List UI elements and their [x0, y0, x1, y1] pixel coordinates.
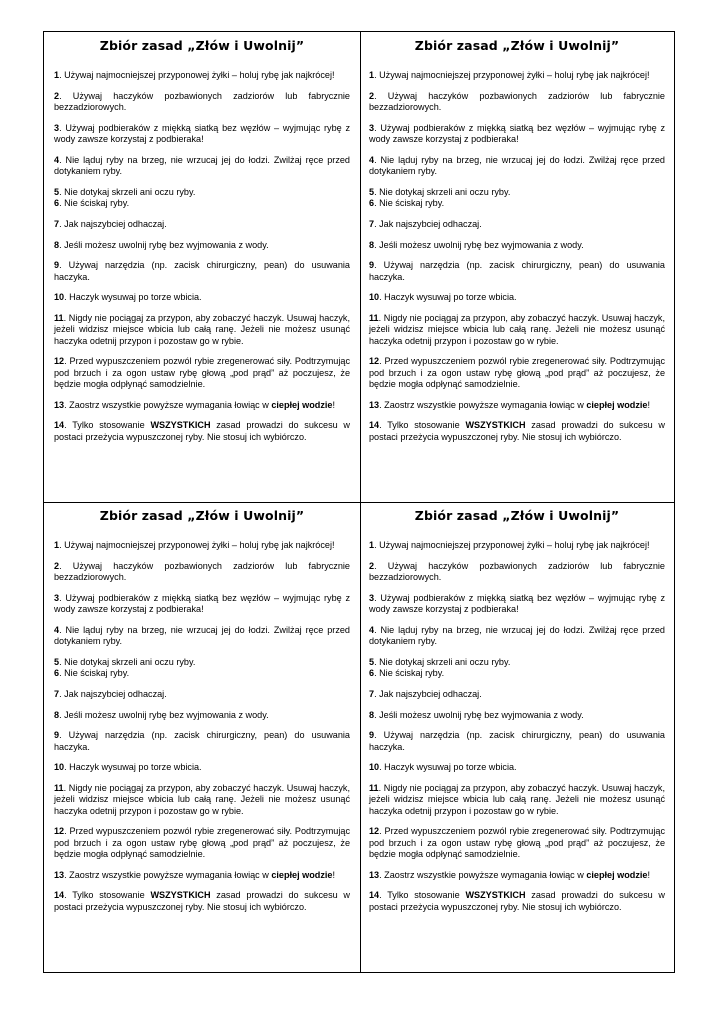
- rule-14: [54, 890, 350, 912]
- rule-11: [369, 783, 665, 817]
- rule-text: . Jeśli możesz uwolnij rybę bez wyjmowania z wody.: [374, 239, 584, 250]
- rule-number: 11: [369, 783, 379, 794]
- rule-text: . Nie ściskaj ryby.: [374, 198, 445, 208]
- rule-text: . Używaj najmocniejszej przyponowej żyłki – holuj rybę jak najkrócej!: [374, 540, 650, 550]
- rule-number: 4: [369, 624, 375, 635]
- rule-number: 12: [369, 356, 380, 367]
- rule-text: . Używaj narzędzia (np. zacisk chirurgiczny, pean) do usuwania haczyka.: [54, 730, 350, 752]
- rule-text: . Nie ściskaj ryby.: [59, 198, 130, 208]
- rule-13: [54, 400, 350, 411]
- card-top-left: [54, 38, 350, 452]
- rule-text: . Nie dotykaj skrzeli ani oczu ryby.: [374, 656, 511, 667]
- rule-number: 11: [54, 783, 64, 794]
- rule-text: . Tylko stosowanie: [64, 420, 151, 431]
- rule-text-end: !: [647, 399, 651, 410]
- rule-text: . Zaostrz wszystkie powyższe wymagania łowiąc w: [64, 399, 272, 410]
- rule-4: [369, 155, 665, 177]
- rule-number: 14: [54, 420, 65, 431]
- rule-1: [54, 540, 350, 551]
- rule-number: 6: [369, 668, 375, 678]
- rule-number: 3: [54, 122, 60, 133]
- rule-number: 13: [54, 869, 65, 880]
- rule-text: . Jeśli możesz uwolnij rybę bez wyjmowania z wody.: [59, 709, 269, 720]
- rule-emphasis: WSZYSTKICH: [465, 420, 526, 431]
- rule-6: [369, 668, 665, 679]
- rule-text: . Nie ląduj ryby na brzeg, nie wrzucaj jej do łodzi. Zwilżaj ręce przed dotykaniem ryby.: [54, 624, 350, 646]
- rule-8: [54, 710, 350, 721]
- rule-13: [369, 870, 665, 881]
- rule-number: 2: [369, 90, 375, 101]
- rule-text-end: !: [332, 869, 336, 880]
- rule-14: [369, 420, 665, 442]
- rule-text: . Jeśli możesz uwolnij rybę bez wyjmowania z wody.: [59, 239, 269, 250]
- rule-number: 10: [369, 762, 380, 773]
- rule-text: . Używaj podbieraków z miękką siatką bez węzłów – wyjmując rybę z wody zawsze korzystaj z podbieraka!: [369, 122, 665, 144]
- rule-text: . Używaj podbieraków z miękką siatką bez węzłów – wyjmując rybę z wody zawsze korzystaj z podbieraka!: [54, 122, 350, 144]
- rule-12: [54, 826, 350, 860]
- rule-text: . Tylko stosowanie: [379, 890, 466, 901]
- rule-10: [369, 292, 665, 303]
- rule-number: 11: [54, 313, 64, 324]
- rule-12: [369, 826, 665, 860]
- rule-9: [369, 730, 665, 752]
- rule-12: [369, 356, 665, 390]
- rule-text: . Używaj najmocniejszej przyponowej żyłki – holuj rybę jak najkrócej!: [59, 70, 335, 80]
- rule-11: [54, 313, 350, 347]
- rule-10: [369, 762, 665, 773]
- rule-number: 4: [369, 154, 375, 165]
- rule-emphasis: ciepłej wodzie: [586, 399, 648, 410]
- rule-number: 5: [54, 186, 60, 197]
- rule-number: 3: [369, 122, 375, 133]
- rule-number: 11: [369, 313, 379, 324]
- horizontal-cut-line: [43, 502, 675, 503]
- rule-text: . Używaj podbieraków z miękką siatką bez węzłów – wyjmując rybę z wody zawsze korzystaj z podbieraka!: [369, 592, 665, 614]
- rule-14: [54, 420, 350, 442]
- rule-number: 9: [54, 730, 60, 741]
- rule-11: [369, 313, 665, 347]
- rule-text: . Haczyk wysuwaj po torze wbicia.: [379, 762, 517, 773]
- rule-5: [54, 187, 350, 198]
- rule-text: . Jak najszybciej odhaczaj.: [374, 688, 482, 699]
- rule-text-end: zasad prowadzi do sukcesu w postaci przeżycia wypuszczonej ryby. Nie stosuj ich wybiórczo.: [369, 890, 665, 912]
- rule-number: 8: [369, 709, 375, 720]
- rule-7: [369, 689, 665, 700]
- rule-text: . Przed wypuszczeniem pozwól rybie zregenerować siły. Podtrzymując pod brzuch i za ogon ustaw rybę głową „pod prąd” aż poczujesz, że będzie mogła odpłynąć samodzielnie.: [54, 356, 350, 389]
- rule-5: [369, 187, 665, 198]
- rule-3: [54, 593, 350, 615]
- rule-number: 14: [369, 420, 380, 431]
- rule-9: [54, 730, 350, 752]
- rule-number: 10: [54, 292, 65, 303]
- rule-number: 4: [54, 624, 60, 635]
- rule-text: . Zaostrz wszystkie powyższe wymagania łowiąc w: [379, 399, 587, 410]
- rule-text: . Zaostrz wszystkie powyższe wymagania łowiąc w: [64, 869, 272, 880]
- rule-7: [54, 689, 350, 700]
- rule-number: 1: [369, 540, 375, 550]
- rule-6: [369, 198, 665, 209]
- rule-text: . Używaj haczyków pozbawionych zadziorów lub fabrycznie bezzadziorowych.: [369, 560, 665, 582]
- rule-number: 8: [369, 239, 375, 250]
- rule-emphasis: WSZYSTKICH: [150, 420, 211, 431]
- rule-number: 12: [54, 826, 65, 837]
- rule-text: . Nie ściskaj ryby.: [374, 668, 445, 678]
- rule-emphasis: WSZYSTKICH: [150, 890, 211, 901]
- card-title: Zbiór zasad „Złów i Uwolnij”: [414, 38, 620, 53]
- rule-number: 10: [369, 292, 380, 303]
- rule-emphasis: WSZYSTKICH: [465, 890, 526, 901]
- rule-number: 12: [54, 356, 65, 367]
- rule-number: 9: [369, 260, 375, 271]
- rule-10: [54, 762, 350, 773]
- rule-text-end: !: [332, 399, 336, 410]
- rule-5: [54, 657, 350, 668]
- rule-text: . Nigdy nie pociągaj za przypon, aby zobaczyć haczyk. Usuwaj haczyk, jeżeli widzisz miejsce wbicia lub całą ranę. Jeżeli nie możesz usunąć haczyka odetnij przypon i pozostaw go w rybie.: [369, 783, 665, 816]
- rule-number: 6: [369, 198, 375, 208]
- rule-text: . Nigdy nie pociągaj za przypon, aby zobaczyć haczyk. Usuwaj haczyk, jeżeli widzisz miejsce wbicia lub całą ranę. Jeżeli nie możesz usunąć haczyka odetnij przypon i pozostaw go w rybie.: [54, 313, 350, 346]
- rule-text: . Nie ściskaj ryby.: [59, 668, 130, 678]
- rule-text: . Nie ląduj ryby na brzeg, nie wrzucaj jej do łodzi. Zwilżaj ręce przed dotykaniem ryby.: [369, 154, 665, 176]
- rule-2: [54, 91, 350, 113]
- rule-text: . Haczyk wysuwaj po torze wbicia.: [64, 292, 202, 303]
- rule-number: 6: [54, 668, 60, 678]
- rule-2: [54, 561, 350, 583]
- rule-number: 5: [369, 186, 375, 197]
- rule-text: . Jak najszybciej odhaczaj.: [374, 218, 482, 229]
- card-bottom-right: [369, 508, 665, 922]
- rule-text: . Nie dotykaj skrzeli ani oczu ryby.: [59, 656, 196, 667]
- card-title: Zbiór zasad „Złów i Uwolnij”: [99, 38, 305, 53]
- rule-number: 7: [369, 218, 375, 229]
- rule-number: 1: [54, 70, 60, 80]
- rule-text: . Tylko stosowanie: [379, 420, 466, 431]
- rule-number: 13: [54, 399, 65, 410]
- rule-7: [369, 219, 665, 230]
- rule-10: [54, 292, 350, 303]
- rule-number: 1: [369, 70, 375, 80]
- rule-text: . Przed wypuszczeniem pozwól rybie zregenerować siły. Podtrzymując pod brzuch i za ogon ustaw rybę głową „pod prąd” aż poczujesz, że będzie mogła odpłynąć samodzielnie.: [54, 826, 350, 859]
- rule-14: [369, 890, 665, 912]
- rule-text: . Tylko stosowanie: [64, 890, 151, 901]
- rule-number: 5: [369, 656, 375, 667]
- rule-number: 5: [54, 656, 60, 667]
- rule-6: [54, 668, 350, 679]
- rule-number: 14: [54, 890, 65, 901]
- rule-8: [369, 710, 665, 721]
- rule-2: [369, 561, 665, 583]
- rule-13: [54, 870, 350, 881]
- rule-number: 13: [369, 399, 380, 410]
- rule-9: [369, 260, 665, 282]
- rule-number: 9: [54, 260, 60, 271]
- rule-6: [54, 198, 350, 209]
- rule-number: 10: [54, 762, 65, 773]
- rule-emphasis: ciepłej wodzie: [271, 399, 333, 410]
- rule-text-end: zasad prowadzi do sukcesu w postaci przeżycia wypuszczonej ryby. Nie stosuj ich wybiórczo.: [54, 420, 350, 442]
- rule-number: 9: [369, 730, 375, 741]
- rule-number: 7: [54, 218, 60, 229]
- rule-3: [54, 123, 350, 145]
- card-title: Zbiór zasad „Złów i Uwolnij”: [414, 508, 620, 523]
- rule-4: [54, 625, 350, 647]
- rule-7: [54, 219, 350, 230]
- rule-text: . Używaj narzędzia (np. zacisk chirurgiczny, pean) do usuwania haczyka.: [54, 260, 350, 282]
- rule-13: [369, 400, 665, 411]
- rule-2: [369, 91, 665, 113]
- rule-8: [54, 240, 350, 251]
- rule-number: 7: [54, 688, 60, 699]
- rule-3: [369, 123, 665, 145]
- rule-text: . Jeśli możesz uwolnij rybę bez wyjmowania z wody.: [374, 709, 584, 720]
- rule-emphasis: ciepłej wodzie: [586, 869, 648, 880]
- rule-5: [369, 657, 665, 668]
- rule-text-end: zasad prowadzi do sukcesu w postaci przeżycia wypuszczonej ryby. Nie stosuj ich wybiórczo.: [54, 890, 350, 912]
- rule-8: [369, 240, 665, 251]
- rule-text: . Nie ląduj ryby na brzeg, nie wrzucaj jej do łodzi. Zwilżaj ręce przed dotykaniem ryby.: [54, 154, 350, 176]
- rule-3: [369, 593, 665, 615]
- rule-text: . Nie dotykaj skrzeli ani oczu ryby.: [374, 186, 511, 197]
- rule-text: . Nie dotykaj skrzeli ani oczu ryby.: [59, 186, 196, 197]
- rule-text: . Używaj narzędzia (np. zacisk chirurgiczny, pean) do usuwania haczyka.: [369, 730, 665, 752]
- rule-text: . Używaj podbieraków z miękką siatką bez węzłów – wyjmując rybę z wody zawsze korzystaj z podbieraka!: [54, 592, 350, 614]
- rule-text-end: zasad prowadzi do sukcesu w postaci przeżycia wypuszczonej ryby. Nie stosuj ich wybiórczo.: [369, 420, 665, 442]
- rule-text: . Używaj haczyków pozbawionych zadziorów lub fabrycznie bezzadziorowych.: [54, 90, 350, 112]
- rule-text: . Haczyk wysuwaj po torze wbicia.: [64, 762, 202, 773]
- rule-text: . Przed wypuszczeniem pozwól rybie zregenerować siły. Podtrzymując pod brzuch i za ogon ustaw rybę głową „pod prąd” aż poczujesz, że będzie mogła odpłynąć samodzielnie.: [369, 356, 665, 389]
- rule-text: . Przed wypuszczeniem pozwól rybie zregenerować siły. Podtrzymując pod brzuch i za ogon ustaw rybę głową „pod prąd” aż poczujesz, że będzie mogła odpłynąć samodzielnie.: [369, 826, 665, 859]
- rule-text: . Nie ląduj ryby na brzeg, nie wrzucaj jej do łodzi. Zwilżaj ręce przed dotykaniem ryby.: [369, 624, 665, 646]
- rule-text: . Używaj najmocniejszej przyponowej żyłki – holuj rybę jak najkrócej!: [374, 70, 650, 80]
- rule-number: 6: [54, 198, 60, 208]
- rule-text: . Haczyk wysuwaj po torze wbicia.: [379, 292, 517, 303]
- rule-number: 12: [369, 826, 380, 837]
- rule-4: [369, 625, 665, 647]
- rule-1: [369, 70, 665, 81]
- rule-number: 3: [54, 592, 60, 603]
- rule-text: . Używaj narzędzia (np. zacisk chirurgiczny, pean) do usuwania haczyka.: [369, 260, 665, 282]
- rule-text: . Jak najszybciej odhaczaj.: [59, 218, 167, 229]
- rule-number: 8: [54, 709, 60, 720]
- rule-1: [54, 70, 350, 81]
- rule-text: . Używaj haczyków pozbawionych zadziorów lub fabrycznie bezzadziorowych.: [54, 560, 350, 582]
- rule-4: [54, 155, 350, 177]
- rule-text: . Zaostrz wszystkie powyższe wymagania łowiąc w: [379, 869, 587, 880]
- rule-number: 8: [54, 239, 60, 250]
- rule-text: . Nigdy nie pociągaj za przypon, aby zobaczyć haczyk. Usuwaj haczyk, jeżeli widzisz miejsce wbicia lub całą ranę. Jeżeli nie możesz usunąć haczyka odetnij przypon i pozostaw go w rybie.: [369, 313, 665, 346]
- rule-text: . Jak najszybciej odhaczaj.: [59, 688, 167, 699]
- rule-number: 7: [369, 688, 375, 699]
- rule-9: [54, 260, 350, 282]
- card-bottom-left: [54, 508, 350, 922]
- rule-number: 2: [369, 560, 375, 571]
- card-top-right: [369, 38, 665, 452]
- rule-number: 2: [54, 90, 60, 101]
- rule-number: 2: [54, 560, 60, 571]
- rule-number: 13: [369, 869, 380, 880]
- card-title: Zbiór zasad „Złów i Uwolnij”: [99, 508, 305, 523]
- rule-number: 14: [369, 890, 380, 901]
- rule-text: . Używaj najmocniejszej przyponowej żyłki – holuj rybę jak najkrócej!: [59, 540, 335, 550]
- rule-text: . Nigdy nie pociągaj za przypon, aby zobaczyć haczyk. Usuwaj haczyk, jeżeli widzisz miejsce wbicia lub całą ranę. Jeżeli nie możesz usunąć haczyka odetnij przypon i pozostaw go w rybie.: [54, 783, 350, 816]
- rule-number: 3: [369, 592, 375, 603]
- rule-number: 1: [54, 540, 60, 550]
- rule-number: 4: [54, 154, 60, 165]
- rule-emphasis: ciepłej wodzie: [271, 869, 333, 880]
- rule-text: . Używaj haczyków pozbawionych zadziorów lub fabrycznie bezzadziorowych.: [369, 90, 665, 112]
- rule-text-end: !: [647, 869, 651, 880]
- rule-1: [369, 540, 665, 551]
- rule-12: [54, 356, 350, 390]
- rule-11: [54, 783, 350, 817]
